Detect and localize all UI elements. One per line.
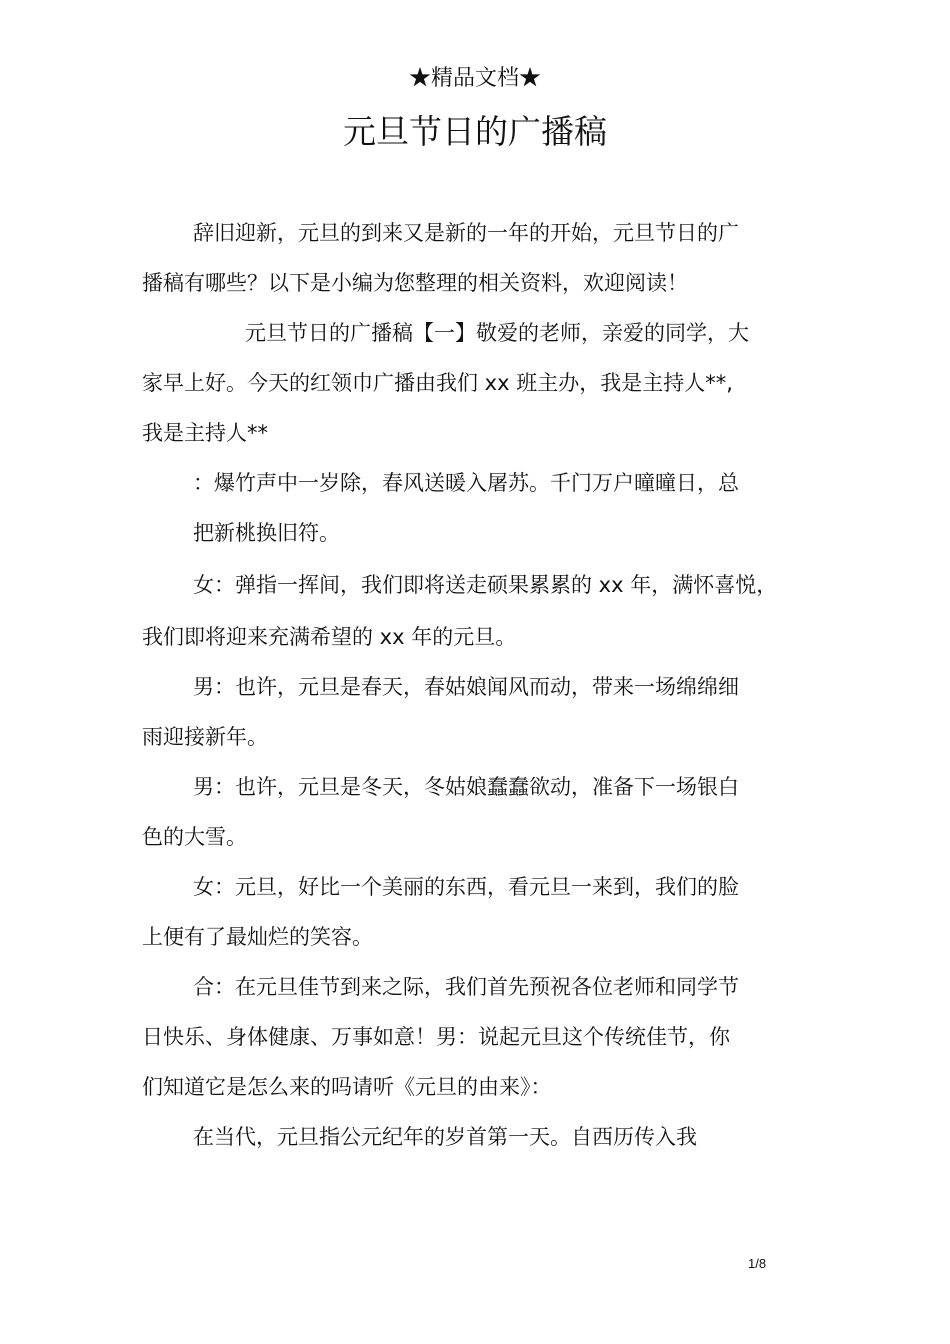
text-line: 上便有了最灿烂的笑容。 (142, 925, 373, 949)
page-number: 1/8 (748, 1256, 767, 1271)
document-title: 元旦节日的广播稿 (343, 112, 607, 151)
text-line: 家早上好。今天的红领巾广播由我们 xx 班主办，我是主持人**, (142, 371, 733, 395)
text-line: 元旦节日的广播稿【一】敬爱的老师，亲爱的同学，大 (245, 321, 749, 345)
text-line: 辞旧迎新，元旦的到来又是新的一年的开始，元旦节日的广 (193, 221, 739, 245)
document-header: ★精品文档★ (408, 66, 541, 91)
text-line: 播稿有哪些？以下是小编为您整理的相关资料，欢迎阅读！ (142, 271, 688, 295)
text-line: 男：也许，元旦是冬天，冬姑娘蠢蠢欲动，准备下一场银白 (193, 775, 739, 799)
text-line: ：爆竹声中一岁除，春风送暖入屠苏。千门万户曈曈日，总 (193, 471, 739, 495)
text-line: 们知道它是怎么来的吗请听《元旦的由来》： (142, 1075, 552, 1099)
text-line: 女：元旦，好比一个美丽的东西，看元旦一来到，我们的脸 (193, 875, 739, 899)
text-line: 合：在元旦佳节到来之际，我们首先预祝各位老师和同学节 (193, 975, 739, 999)
text-line: 把新桃换旧符。 (193, 521, 340, 545)
text-line: 我们即将迎来充满希望的 xx 年的元旦。 (142, 625, 517, 649)
text-line: 色的大雪。 (142, 825, 247, 849)
text-line: 女：弹指一挥间，我们即将送走硕果累累的 xx 年，满怀喜悦， (193, 573, 778, 597)
text-line: 在当代，元旦指公元纪年的岁首第一天。自西历传入我 (193, 1125, 697, 1149)
text-line: 我是主持人** (142, 421, 268, 445)
text-line: 日快乐、身体健康、万事如意！男：说起元旦这个传统佳节，你 (142, 1025, 730, 1049)
text-line: 男：也许，元旦是春天，春姑娘闻风而动，带来一场绵绵细 (193, 675, 739, 699)
text-line: 雨迎接新年。 (142, 725, 268, 749)
